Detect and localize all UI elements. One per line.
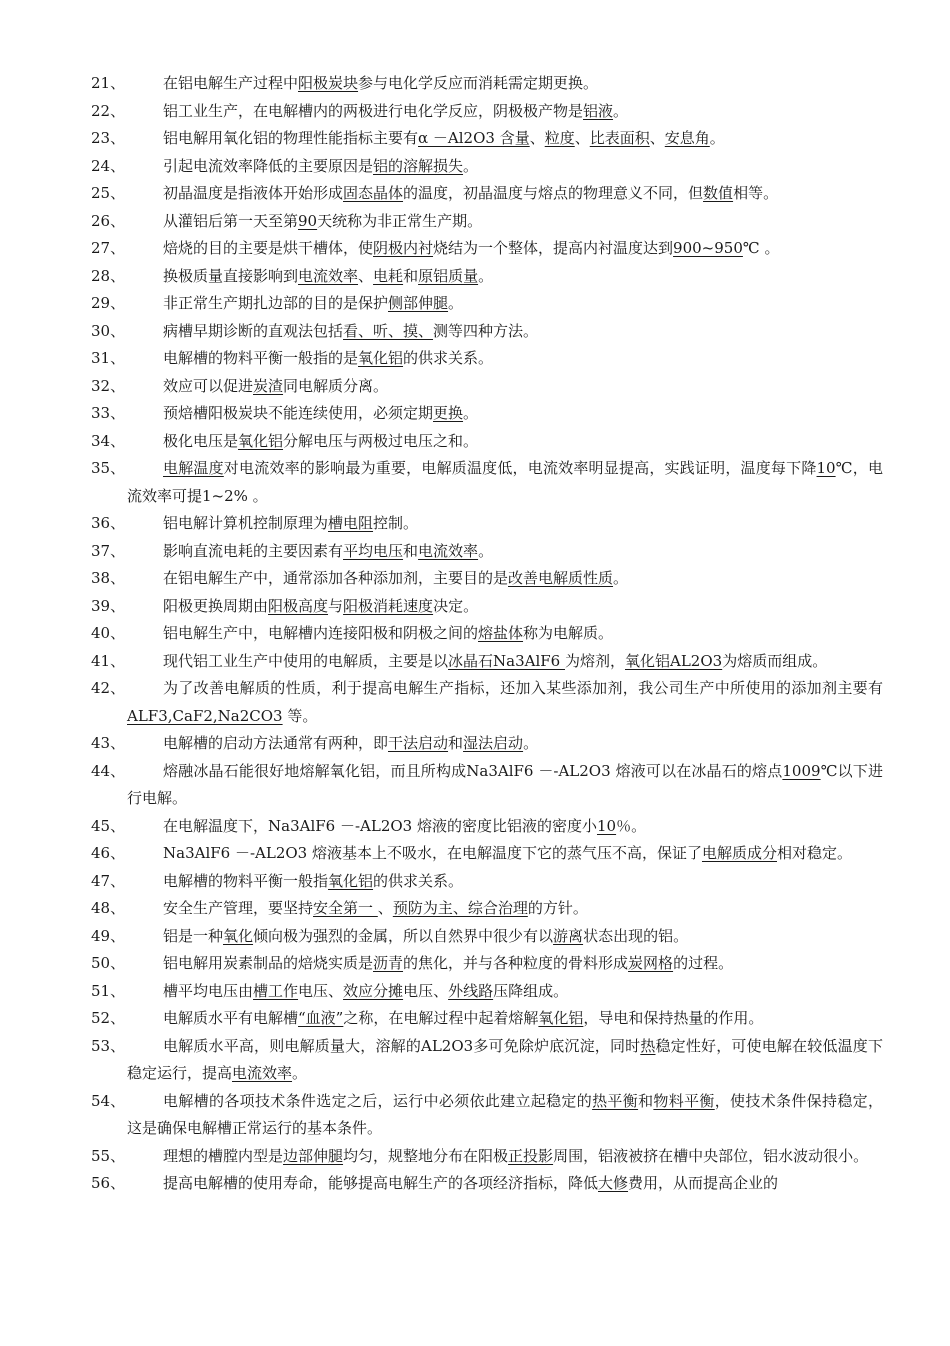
- item-text: [127, 208, 883, 236]
- item-text: [127, 978, 883, 1006]
- answer-blank: 沥青: [373, 954, 404, 972]
- item-text: [127, 455, 883, 510]
- item-text: [127, 318, 883, 346]
- item-number: 26、: [91, 211, 126, 230]
- text-run: 电解槽的物料平衡一般指的是: [163, 349, 359, 367]
- text-run: 。: [448, 294, 464, 312]
- text-run: ，使技术条件保持稳定，这是确保电解槽正常运行的基本条件。: [127, 1091, 883, 1137]
- text-run: 和: [448, 734, 464, 752]
- answer-blank: 10: [816, 459, 836, 477]
- answer-blank: 炭渣: [253, 376, 284, 395]
- text-run: 安全生产管理，要坚持: [163, 899, 314, 917]
- answer-blank: 安息角: [664, 129, 710, 147]
- item-number: 42、: [91, 679, 126, 697]
- text-run: 。: [463, 156, 479, 175]
- text-run: 倾向极为强烈的金属，所以自然界中很少有以: [253, 926, 554, 945]
- text-run: 的焦化，并与各种粒度的骨料形成: [403, 954, 629, 972]
- text-run: 电压、: [403, 981, 449, 1000]
- item-text: [127, 510, 883, 538]
- text-run: ，导电和保持热量的作用。: [583, 1009, 764, 1027]
- text-run: 的方针。: [527, 899, 588, 917]
- text-run: 效应可以促进: [163, 376, 254, 395]
- list-item: [0, 98, 950, 126]
- text-run: 提高电解槽的使用寿命，能够提高电解生产的各项经济指标，降低: [163, 1174, 599, 1192]
- answer-blank: 氧化铝: [538, 1009, 584, 1027]
- text-run: 。: [292, 1064, 308, 1082]
- list-item: [0, 840, 950, 868]
- item-number: 25、: [91, 184, 126, 202]
- answer-blank: 预防为主、综合治理: [392, 899, 528, 917]
- item-number: 28、: [91, 266, 126, 285]
- item-text: [127, 70, 883, 98]
- list-item: [0, 593, 950, 621]
- answer-blank: 冰晶石Na3AlF6: [448, 651, 565, 670]
- text-run: 参与电化学反应而消耗需定期更换。: [358, 74, 599, 92]
- text-run: 的温度，初晶温度与熔点的物理意义不同，但: [403, 184, 704, 202]
- text-run: 相等。: [733, 184, 779, 202]
- answer-blank: 阳极高度: [268, 596, 329, 615]
- text-run: 和: [403, 266, 419, 285]
- item-number: 41、: [91, 651, 126, 670]
- answer-blank: 热: [640, 1036, 656, 1055]
- text-run: 的过程。: [673, 954, 734, 972]
- answer-blank: 固态晶体: [343, 184, 404, 202]
- item-number: 39、: [91, 596, 126, 615]
- item-number: 55、: [91, 1146, 126, 1165]
- item-number: 54、: [91, 1091, 126, 1110]
- item-number: 34、: [91, 431, 126, 450]
- answer-blank: α －Al2O3 含量: [418, 129, 530, 147]
- answer-blank: 阳极炭块: [298, 74, 359, 92]
- item-text: [127, 153, 883, 181]
- text-run: 。: [478, 266, 494, 285]
- item-text: [127, 620, 883, 648]
- text-run: 等。: [282, 706, 318, 725]
- answer-blank: 电流效率: [232, 1064, 293, 1082]
- list-item: [0, 510, 950, 538]
- answer-blank: 炭网格: [628, 954, 674, 972]
- text-run: 稳定性好，可使电解在较低温度下稳定运行，提高: [127, 1036, 883, 1082]
- item-text: [127, 180, 883, 208]
- item-number: 21、: [91, 74, 126, 92]
- text-run: 周围，铝液被挤在槽中央部位，铝水波动很小。: [553, 1146, 869, 1165]
- text-run: 电解槽的各项技术条件选定之后，运行中必须依此建立起稳定的: [163, 1091, 593, 1110]
- text-run: 电解质水平高，则电解质量大，溶解的AL2O3多可免除炉底沉淀，同时: [163, 1036, 641, 1055]
- answer-blank: 铝液: [583, 101, 614, 120]
- list-item: [0, 538, 950, 566]
- document-body: [0, 70, 950, 1198]
- answer-blank: 10: [596, 816, 617, 835]
- text-run: 控制。: [373, 514, 419, 532]
- text-run: 状态出现的铝。: [583, 926, 689, 945]
- list-item: [0, 1005, 950, 1033]
- text-run: 。: [613, 101, 629, 120]
- item-number: 46、: [91, 844, 126, 862]
- text-run: ℃以下进行电解。: [127, 761, 883, 807]
- list-item: [0, 950, 950, 978]
- item-number: 47、: [91, 871, 126, 890]
- text-run: 电压、: [298, 981, 344, 1000]
- list-item: [0, 455, 950, 510]
- answer-blank: “血液”: [298, 1009, 344, 1027]
- item-number: 53、: [91, 1036, 126, 1055]
- answer-blank: 90: [298, 211, 318, 230]
- list-item: [0, 153, 950, 181]
- answer-blank: 数值: [703, 184, 734, 202]
- list-item: [0, 868, 950, 896]
- item-text: [127, 840, 883, 868]
- item-number: 27、: [91, 239, 126, 257]
- answer-blank: 氧化: [223, 926, 254, 945]
- list-item: [0, 730, 950, 758]
- item-number: 43、: [91, 734, 126, 752]
- answer-blank: 900~950: [673, 239, 743, 257]
- answer-blank: 干法启动: [388, 734, 449, 752]
- item-text: [127, 648, 883, 676]
- text-run: 在铝电解生产过程中: [163, 74, 299, 92]
- item-text: [127, 868, 883, 896]
- item-number: 56、: [91, 1174, 126, 1192]
- list-item: [0, 70, 950, 98]
- item-number: 31、: [91, 349, 126, 367]
- answer-blank: 外线路: [448, 981, 494, 1000]
- answer-blank: 物料平衡: [653, 1091, 715, 1110]
- item-number: 40、: [91, 624, 126, 642]
- answer-blank: 侧部伸腿: [388, 294, 449, 312]
- text-run: 、: [358, 266, 374, 285]
- text-run: 引起电流效率降低的主要原因是: [163, 156, 374, 175]
- text-run: 、: [377, 899, 393, 917]
- text-run: 焙烧的目的主要是烘干槽体，使: [163, 239, 374, 257]
- answer-blank: 湿法启动: [463, 734, 524, 752]
- text-run: 之称，在电解过程中起着熔解: [343, 1009, 539, 1027]
- item-text: [127, 98, 883, 126]
- item-number: 52、: [91, 1009, 126, 1027]
- answer-blank: 槽工作: [253, 981, 299, 1000]
- answer-blank: 安全第一: [313, 899, 378, 917]
- text-run: 。: [478, 541, 494, 560]
- item-text: [127, 1088, 883, 1143]
- item-number: 30、: [91, 321, 126, 340]
- item-text: [127, 1143, 883, 1171]
- list-item: [0, 758, 950, 813]
- text-run: 。: [709, 129, 725, 147]
- text-run: ％。: [616, 816, 647, 835]
- text-run: 铝电解用炭素制品的焙烧实质是: [163, 954, 374, 972]
- answer-blank: 氧化铝AL2O3: [625, 651, 723, 670]
- text-run: 天统称为非正常生产期。: [317, 211, 483, 230]
- text-run: 现代铝工业生产中使用的电解质，主要是以: [163, 651, 449, 670]
- list-item: [0, 428, 950, 456]
- item-text: [127, 1170, 883, 1198]
- item-text: [127, 428, 883, 456]
- answer-blank: 熔盐体: [478, 624, 524, 642]
- text-run: 初晶温度是指液体开始形成: [163, 184, 344, 202]
- answer-blank: 电流效率: [298, 266, 359, 285]
- item-number: 22、: [91, 101, 126, 120]
- item-number: 29、: [91, 294, 126, 312]
- text-run: 极化电压是: [163, 431, 239, 450]
- item-text: [127, 593, 883, 621]
- answer-blank: 电解温度: [163, 459, 224, 477]
- answer-blank: 效应分摊: [343, 981, 404, 1000]
- text-run: ℃ 。: [742, 239, 780, 257]
- text-run: 在电解温度下，Na3AlF6 －-AL2O3 熔液的密度比铝液的密度小: [163, 816, 597, 835]
- item-text: [127, 1005, 883, 1033]
- item-text: [127, 373, 883, 401]
- text-run: 决定。: [433, 596, 479, 615]
- item-number: 33、: [91, 404, 126, 422]
- item-text: [127, 730, 883, 758]
- text-run: 从灌铝后第一天至第: [163, 211, 299, 230]
- text-run: 电解质水平有电解槽: [163, 1009, 299, 1027]
- item-number: 45、: [91, 816, 126, 835]
- text-run: 铝是一种: [163, 926, 224, 945]
- answer-blank: 电流效率: [418, 541, 479, 560]
- list-item: [0, 1170, 950, 1198]
- item-text: [127, 758, 883, 813]
- text-run: 换极质量直接影响到: [163, 266, 299, 285]
- list-item: [0, 813, 950, 841]
- text-run: 的供求关系。: [403, 349, 494, 367]
- text-run: 与: [328, 596, 344, 615]
- text-run: 和: [638, 1091, 654, 1110]
- text-run: 对电流效率的影响最为重要，电解质温度低，电流效率明显提高，实践证明，温度每下降: [223, 459, 817, 477]
- list-item: [0, 675, 950, 730]
- item-number: 24、: [91, 156, 126, 175]
- answer-blank: 阴极内衬: [373, 239, 434, 257]
- item-number: 37、: [91, 541, 126, 560]
- answer-blank: 粒度: [544, 129, 575, 147]
- item-text: [127, 235, 883, 263]
- list-item: [0, 235, 950, 263]
- list-item: [0, 373, 950, 401]
- answer-blank: 改善电解质性质: [508, 569, 614, 587]
- text-run: 病槽早期诊断的直观法包括: [163, 321, 344, 340]
- item-text: [127, 813, 883, 841]
- list-item: [0, 895, 950, 923]
- answer-blank: 1009: [782, 761, 821, 780]
- item-text: [127, 923, 883, 951]
- answer-blank: 氧化铝: [238, 431, 284, 450]
- item-number: 23、: [91, 129, 126, 147]
- list-item: [0, 400, 950, 428]
- item-number: 48、: [91, 899, 126, 917]
- list-item: [0, 1088, 950, 1143]
- text-run: 、: [529, 129, 545, 147]
- text-run: 铝电解生产中，电解槽内连接阳极和阴极之间的: [163, 624, 479, 642]
- text-run: 称为电解质。: [523, 624, 614, 642]
- text-run: 测等四种方法。: [433, 321, 539, 340]
- list-item: [0, 208, 950, 236]
- text-run: 。: [613, 569, 629, 587]
- item-text: [127, 125, 883, 153]
- item-text: [127, 1033, 883, 1088]
- text-run: 同电解质分离。: [283, 376, 389, 395]
- item-text: [127, 345, 883, 373]
- text-run: 和: [403, 541, 419, 560]
- text-run: 为了改善电解质的性质，利于提高电解生产指标，还加入某些添加剂，我公司生产中所使用的添加剂主要有: [163, 679, 883, 697]
- text-run: 、: [574, 129, 590, 147]
- text-run: 电解槽的启动方法通常有两种，即: [163, 734, 389, 752]
- text-run: 电解槽的物料平衡一般指: [163, 871, 329, 890]
- text-run: 铝工业生产，在电解槽内的两极进行电化学反应，阴极极产物是: [163, 101, 584, 120]
- text-run: 非正常生产期扎边部的目的是保护: [163, 294, 389, 312]
- text-run: 铝电解用氧化铝的物理性能指标主要有: [163, 129, 419, 147]
- text-run: 为熔剂，: [564, 651, 625, 670]
- text-run: 理想的槽膛内型是: [163, 1146, 284, 1165]
- item-number: 44、: [91, 761, 126, 780]
- item-text: [127, 400, 883, 428]
- text-run: 分解电压与两极过电压之和。: [283, 431, 479, 450]
- answer-blank: 更换: [433, 404, 464, 422]
- answer-blank: 边部伸腿: [283, 1146, 344, 1165]
- text-run: 槽平均电压由: [163, 981, 254, 1000]
- text-run: 阳极更换周期由: [163, 596, 269, 615]
- answer-blank: 游离: [553, 926, 584, 945]
- answer-blank: 热平衡: [592, 1091, 639, 1110]
- text-run: 、: [649, 129, 665, 147]
- list-item: [0, 290, 950, 318]
- text-run: 的供求关系。: [373, 871, 464, 890]
- item-text: [127, 565, 883, 593]
- text-run: 在铝电解生产中，通常添加各种添加剂，主要目的是: [163, 569, 509, 587]
- item-number: 32、: [91, 376, 126, 395]
- answer-blank: 电解质成分: [701, 844, 777, 862]
- list-item: [0, 648, 950, 676]
- list-item: [0, 1033, 950, 1088]
- text-run: ℃，电流效率可提1~2% 。: [127, 459, 883, 505]
- item-text: [127, 675, 883, 730]
- answer-blank: 原铝质量: [418, 266, 479, 285]
- text-run: 相对稳定。: [777, 844, 853, 862]
- text-run: 烧结为一个整体，提高内衬温度达到: [433, 239, 674, 257]
- item-text: [127, 290, 883, 318]
- item-text: [127, 895, 883, 923]
- list-item: [0, 978, 950, 1006]
- text-run: 压降组成。: [493, 981, 569, 1000]
- answer-blank: 槽电阻: [328, 514, 374, 532]
- text-run: 铝电解计算机控制原理为: [163, 514, 329, 532]
- text-run: 预焙槽阳极炭块不能连续使用，必须定期: [163, 404, 434, 422]
- answer-blank: 氧化铝: [328, 871, 374, 890]
- item-text: [127, 538, 883, 566]
- list-item: [0, 318, 950, 346]
- text-run: 。: [463, 404, 479, 422]
- text-run: Na3AlF6 －-AL2O3 熔液基本上不吸水，在电解温度下它的蒸气压不高，保证了: [163, 844, 702, 862]
- text-run: 影响直流电耗的主要因素有: [163, 541, 344, 560]
- item-number: 36、: [91, 514, 126, 532]
- list-item: [0, 125, 950, 153]
- item-number: 49、: [91, 926, 126, 945]
- item-text: [127, 950, 883, 978]
- item-number: 38、: [91, 569, 126, 587]
- item-number: 35、: [91, 459, 126, 477]
- item-text: [127, 263, 883, 291]
- answer-blank: 电耗: [373, 266, 404, 285]
- list-item: [0, 565, 950, 593]
- item-number: 51、: [91, 981, 126, 1000]
- answer-blank: 氧化铝: [358, 349, 404, 367]
- text-run: 熔融冰晶石能很好地熔解氧化铝，而且所构成Na3AlF6 －-AL2O3 熔液可以在冰晶石的熔点: [163, 761, 783, 780]
- answer-blank: 平均电压: [343, 541, 404, 560]
- text-run: 为熔质而组成。: [722, 651, 828, 670]
- answer-blank: 大修: [598, 1174, 629, 1192]
- list-item: [0, 180, 950, 208]
- list-item: [0, 620, 950, 648]
- answer-blank: 看、听、摸、: [343, 321, 434, 340]
- text-run: 。: [523, 734, 539, 752]
- list-item: [0, 263, 950, 291]
- text-run: 均匀，规整地分布在阳极: [343, 1146, 509, 1165]
- item-number: 50、: [91, 954, 126, 972]
- list-item: [0, 923, 950, 951]
- answer-blank: 比表面积: [589, 129, 650, 147]
- list-item: [0, 1143, 950, 1171]
- answer-blank: ALF3,CaF2,Na2CO3: [127, 706, 283, 725]
- answer-blank: 铝的溶解损失: [373, 156, 464, 175]
- list-item: [0, 345, 950, 373]
- answer-blank: 正投影: [508, 1146, 554, 1165]
- answer-blank: 阳极消耗速度: [343, 596, 434, 615]
- text-run: 费用，从而提高企业的: [628, 1174, 779, 1192]
